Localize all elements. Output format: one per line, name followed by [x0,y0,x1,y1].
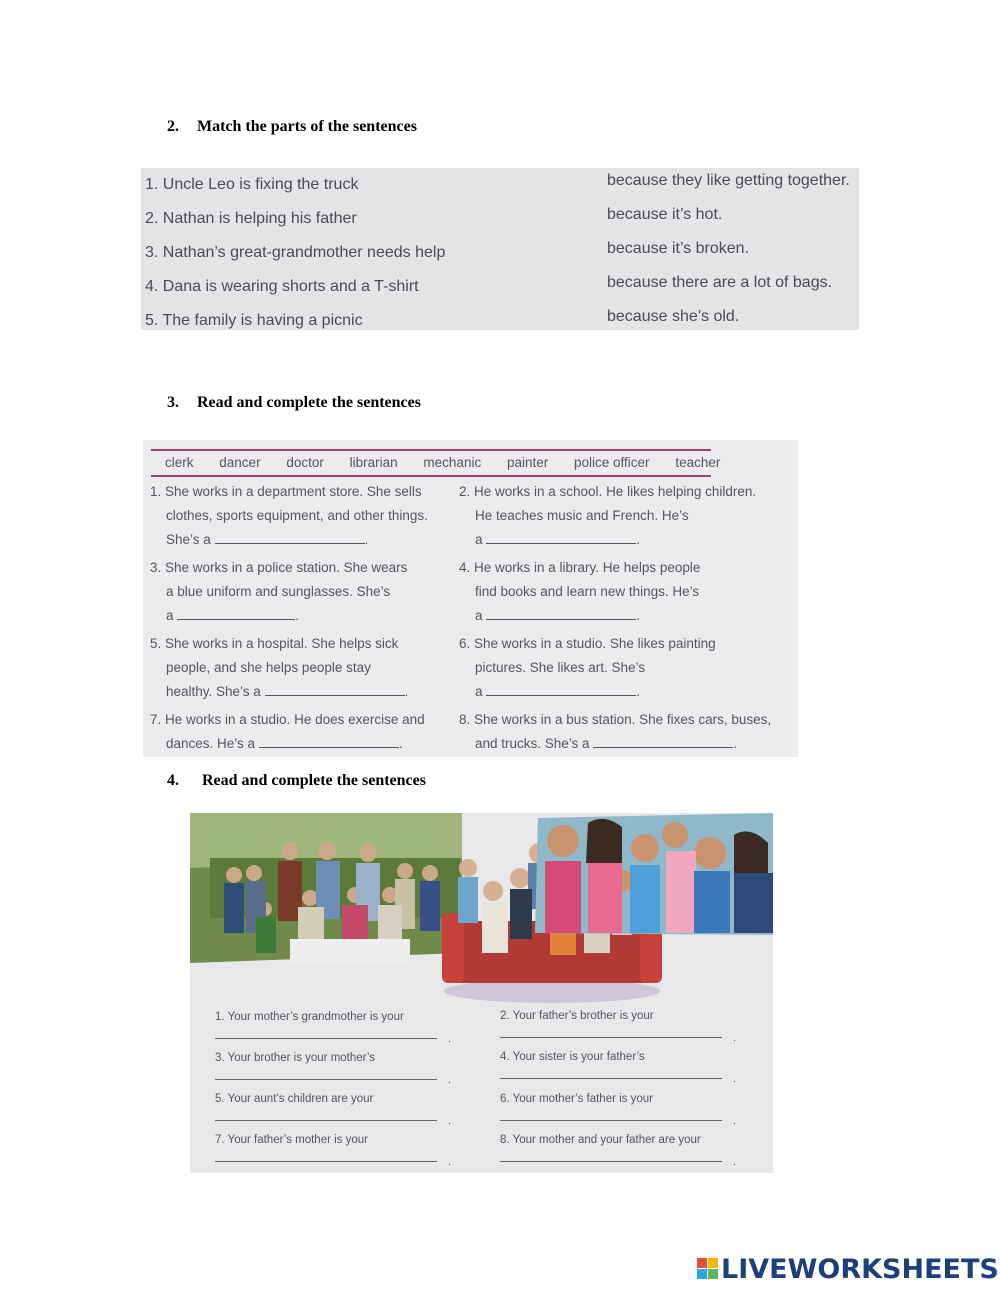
family-exercise-panel [190,813,773,1173]
question-line: 4. He works in a library. He helps people [459,560,701,575]
family-question-7 [215,1134,465,1168]
question-text: 7. Your father’s mother is your [215,1134,368,1146]
job-question-4 [459,556,759,628]
word-bank [151,449,721,477]
question-line: 3. She works in a police station. She wears [150,560,408,575]
word-bank-word: police officer [574,455,650,470]
section-3-number: 3. [167,394,179,411]
answer-blank[interactable] [500,1036,722,1038]
question-line: 5. She works in a hospital. She helps sick [150,636,399,651]
section-3-title: Read and complete the sentences [197,394,421,411]
match-right-item[interactable]: because they like getting together. [607,172,850,189]
question-end: . [636,684,641,699]
match-left-column [145,168,445,338]
family-question-3 [215,1052,465,1086]
answer-blank[interactable] [593,733,733,748]
match-right-item[interactable]: because it’s hot. [607,206,723,223]
question-line: 2. He works in a school. He likes helping children. [459,484,757,499]
question-line: find books and learn new things. He’s [475,584,700,599]
match-left-item[interactable]: 1. Uncle Leo is fixing the truck [145,176,359,193]
question-line: 1. She works in a department store. She sells [150,484,422,499]
question-text: 6. Your mother’s father is your [500,1093,653,1105]
word-bank-word: librarian [349,455,398,470]
answer-blank[interactable] [259,733,399,748]
answer-blank[interactable] [486,529,636,544]
answer-blank[interactable] [500,1119,722,1121]
word-bank-word: painter [506,455,549,470]
question-end: . [447,1074,451,1086]
match-right-item[interactable]: because there are a lot of bags. [607,274,833,291]
match-left-item[interactable]: 2. Nathan is helping his father [145,210,357,227]
question-line: healthy. She’s a [166,684,261,699]
section-3-heading [167,394,421,412]
word-bank-word: clerk [165,455,194,470]
job-question-2 [459,480,759,552]
question-text: 8. Your mother and your father are your [500,1134,701,1146]
family-photos [190,813,773,1003]
answer-blank[interactable] [500,1160,722,1162]
match-left-item[interactable]: 5. The family is having a picnic [145,312,363,329]
match-right-column [607,164,850,334]
question-end: . [447,1115,451,1127]
answer-blank[interactable] [486,605,636,620]
answer-blank[interactable] [486,681,636,696]
question-end: . [636,532,641,547]
answer-blank[interactable] [215,529,365,544]
section-2-number: 2. [167,118,179,135]
question-end: . [636,608,641,623]
question-end: . [732,1073,736,1085]
family-question-1 [215,1011,465,1045]
liveworksheets-logo[interactable] [697,1252,999,1286]
match-right-item[interactable]: because it’s broken. [607,240,750,257]
word-bank-word: dancer [219,455,261,470]
family-question-6 [500,1093,750,1127]
question-line: 7. He works in a studio. He does exercise and [150,712,425,727]
question-end: . [732,1032,736,1044]
job-question-5 [150,632,450,704]
answer-blank[interactable] [215,1037,437,1039]
answer-blank[interactable] [265,681,405,696]
family-question-2 [500,1010,750,1044]
question-line: a blue uniform and sunglasses. She’s [166,584,391,599]
logo-text: LIVEWORKSHEETS [721,1253,999,1285]
question-line: 6. She works in a studio. She likes painting [459,636,716,651]
section-4-number: 4. [167,772,179,789]
answer-blank[interactable] [215,1160,437,1162]
question-line: a [475,608,483,623]
job-question-3 [150,556,450,628]
question-line: and trucks. She’s a [475,736,590,751]
question-end: . [732,1115,736,1127]
section-2-title: Match the parts of the sentences [197,118,417,135]
answer-blank[interactable] [500,1077,722,1079]
question-line: She’s a [166,532,211,547]
question-end: . [732,1156,736,1168]
family-question-5 [215,1093,465,1127]
family-question-4 [500,1051,750,1085]
word-bank-word: mechanic [423,455,482,470]
question-line: a [475,684,483,699]
section-4-heading [167,772,426,790]
question-line: pictures. She likes art. She’s [475,660,646,675]
question-text: 4. Your sister is your father’s [500,1051,645,1063]
question-end: . [404,684,409,699]
job-question-6 [459,632,759,704]
question-text: 3. Your brother is your mother’s [215,1052,376,1064]
job-question-8 [459,708,772,756]
question-text: 1. Your mother’s grandmother is your [215,1011,404,1023]
question-line: He teaches music and French. He’s [475,508,689,523]
word-bank-word: teacher [675,455,721,470]
section-2-heading [167,118,417,136]
question-text: 2. Your father’s brother is your [500,1010,654,1022]
question-end: . [447,1033,451,1045]
closeup-family-photo [535,813,773,935]
job-question-1 [150,480,450,552]
question-line: 8. She works in a bus station. She fixes cars, buses, [459,712,772,727]
question-end: . [733,736,738,751]
match-left-item[interactable]: 3. Nathan’s great-grandmother needs help [145,244,446,261]
question-line: a [166,608,174,623]
question-line: clothes, sports equipment, and other things. [166,508,428,523]
match-right-item[interactable]: because she’s old. [607,308,740,325]
answer-blank[interactable] [177,605,295,620]
match-left-item[interactable]: 4. Dana is wearing shorts and a T-shirt [145,278,419,295]
answer-blank[interactable] [215,1078,437,1080]
match-exercise-panel [141,168,859,330]
question-line: people, and she helps people stay [166,660,371,675]
jobs-exercise-panel [143,440,798,757]
question-line: a [475,532,483,547]
word-bank-word: doctor [286,455,324,470]
garden-family-photo [190,813,462,963]
question-end: . [364,532,369,547]
family-question-8 [500,1134,750,1168]
answer-blank[interactable] [215,1119,437,1121]
question-line: dances. He’s a [166,736,256,751]
section-4-title: Read and complete the sentences [202,772,426,789]
logo-icon [697,1258,719,1280]
question-end: . [447,1156,451,1168]
question-text: 5. Your aunt’s children are your [215,1093,374,1105]
question-end: . [295,608,300,623]
job-question-7 [150,708,450,756]
question-end: . [398,736,403,751]
